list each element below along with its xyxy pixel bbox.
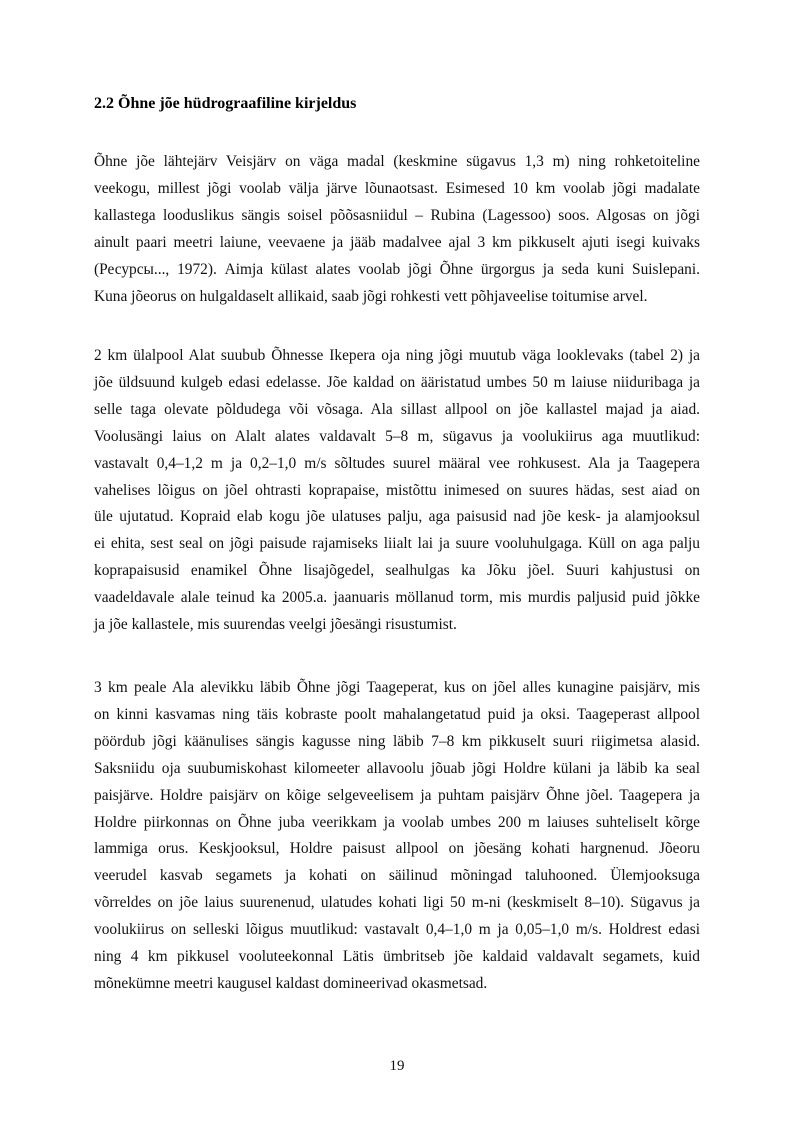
text-line: Kuna jõeorus on hulgaldaselt allikaid, saab jõgi rohkesti vett põhjaveelise toitumise arvel. bbox=[94, 287, 648, 305]
text-line: ei ehita, sest seal on jõgi paisude rajamiseks liialt lai ja suure vooluhulgaga. Küll on aga palju bbox=[94, 535, 700, 553]
text-line: koprapaisusid enamikel Õhne lisajõgedel, sealhulgas ka Jõku jõel. Suuri kahjustusi on bbox=[94, 562, 700, 580]
text-line: (Ресурсы..., 1972). Aimja külast alates voolab jõgi Õhne ürgorgus ja seda kuni Suislepani. bbox=[94, 260, 700, 278]
text-line: vaadeldavale alale teinud ka 2005.a. jaanuaris möllanud torm, mis murdis paljusid puid jõkke bbox=[94, 589, 700, 607]
text-line: veekogu, millest jõgi voolab välja järve lõunaotsast. Esimesed 10 km voolab jõgi madalate bbox=[94, 179, 700, 197]
text-line: vahelises lõigus on jõel ohtrasti koprapaise, mistõttu inimesed on suures hädas, sest aiad on bbox=[94, 481, 700, 499]
text-line: voolukiirus on selleski lõigus muutlikud: vastavalt 0,4–1,0 m ja 0,05–1,0 m/s. Holdrest edasi bbox=[94, 921, 700, 939]
text-line: vastavalt 0,4–1,2 m ja 0,2–1,0 m/s sõltudes suurel määral vee rohkusest. Ala ja Taagepera bbox=[94, 454, 700, 472]
text-line: võrreldes on jõe laius suurenenud, ulatudes kohati ligi 50 m-ni (keskmiselt 8–10). Sügavus ja bbox=[94, 894, 700, 912]
text-line: ja jõe kallastele, mis suurendas veelgi jõesängi risustumist. bbox=[94, 616, 457, 634]
text-line: jõe üldsuund kulgeb edasi edelasse. Jõe kaldad on ääristatud umbes 50 m laiuse niiduribaga ja bbox=[94, 373, 700, 391]
text-line: Õhne jõe lähtejärv Veisjärv on väga madal (keskmine sügavus 1,3 m) ning rohketoiteline bbox=[94, 153, 700, 170]
paragraph-ala-section bbox=[94, 343, 700, 639]
text-line: paisjärve. Holdre paisjärv on kõige selgeveelisem ja puhtam paisjärv Õhne jõel. Taagepera ja bbox=[94, 786, 700, 804]
text-line: veerudel kasvab segamets ja kohati on säilinud mõningad taluhooned. Ülemjooksuga bbox=[94, 867, 700, 885]
text-line: Saksniidu oja suubumiskohast kilomeeter allavoolu jõuab jõgi Holdre külani ja läbib ka seal bbox=[94, 759, 700, 777]
text-line: kallastega looduslikus sängis soisel põõsasniidul – Rubina (Lagessoo) soos. Algosas on jõgi bbox=[94, 206, 700, 224]
section-heading: 2.2 Õhne jõe hüdrograafiline kirjeldus bbox=[94, 95, 357, 112]
text-line: lammiga orus. Keskjooksul, Holdre paisust allpool on jõesäng kohati hargnenud. Jõeoru bbox=[94, 840, 700, 858]
text-line: 2 km ülalpool Alat suubub Õhnesse Ikepera oja ning jõgi muutub väga looklevaks (tabel 2) ja bbox=[94, 347, 700, 364]
page-number: 19 bbox=[389, 1058, 405, 1074]
text-line: 3 km peale Ala alevikku läbib Õhne jõgi Taageperat, kus on jõel alles kunagine paisjärv, mis bbox=[94, 679, 700, 696]
text-line: on kinni kasvamas ning täis kobraste poolt mahalangetatud puid ja oksi. Taageperast allpool bbox=[94, 705, 700, 723]
text-line: üle ujutatud. Kopraid elab kogu jõe ulatuses palju, aga paisusid nad jõe kesk- ja alamjooksul bbox=[94, 508, 700, 526]
text-line: Voolusängi laius on Alalt alates valdavalt 5–8 m, sügavus ja voolukiirus aga muutlikud: bbox=[94, 427, 700, 445]
text-line: selle taga olevate põldudega või võsaga. Ala sillast allpool on jõe kallastel majad ja aiad. bbox=[94, 400, 700, 418]
text-line: ning 4 km pikkusel vooluteekonnal Lätis ümbritseb jõe kaldaid valdavalt segamets, kuid bbox=[94, 948, 700, 966]
text-line: pöördub jõgi käänulises sängis kagusse ning läbib 7–8 km pikkuselt suuri riigimetsa alasid. bbox=[94, 732, 700, 750]
text-line: Holdre piirkonnas on Õhne juba veerikkam ja voolab umbes 200 m laiuses suhteliselt kõrge bbox=[94, 813, 700, 831]
paragraph-taagepera-holdre bbox=[94, 675, 700, 998]
text-line: mõnekümne meetri kaugusel kaldast domineerivad okasmetsad. bbox=[94, 974, 488, 992]
paragraph-source-lake bbox=[94, 149, 700, 310]
text-line: ainult paari meetri laiune, veevaene ja jääb madalvee ajal 3 km pikkuselt ajuti isegi kuivaks bbox=[94, 233, 700, 251]
